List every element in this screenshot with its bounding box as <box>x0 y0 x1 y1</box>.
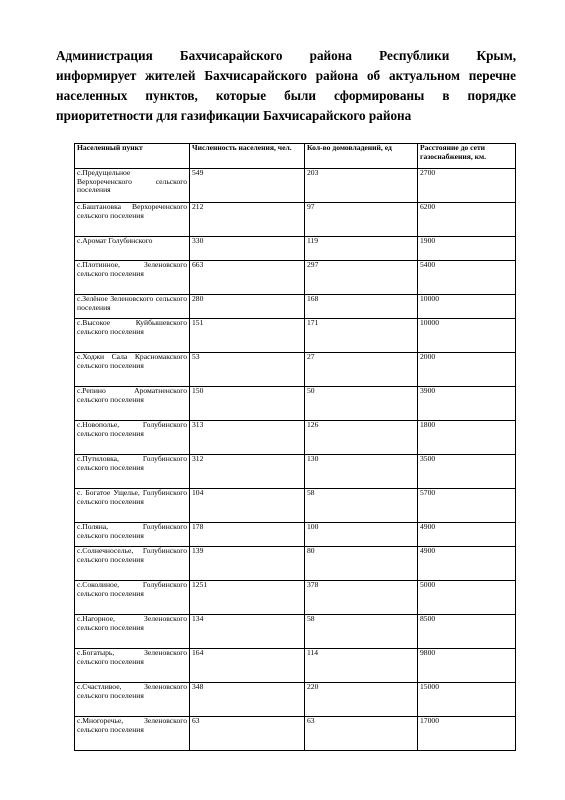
table-row <box>75 547 516 581</box>
cell-settlement: с.Многоречье, Зеленовского сельского поселения <box>75 717 190 751</box>
cell-settlement: с.Богатырь, Зеленовского сельского поселения <box>75 649 190 683</box>
table-row <box>75 615 516 649</box>
header-settlement: Населенный пункт <box>75 144 190 169</box>
cell-population: 1251 <box>190 581 305 615</box>
cell-settlement: с.Зелёное Зеленовского сельского поселения <box>75 295 190 319</box>
cell-population: 178 <box>190 523 305 547</box>
cell-population: 313 <box>190 421 305 455</box>
cell-households: 220 <box>305 683 418 717</box>
cell-population: 663 <box>190 261 305 295</box>
table-row <box>75 649 516 683</box>
cell-settlement: с.Счастливое, Зеленовского сельского поселения <box>75 683 190 717</box>
cell-distance: 8500 <box>418 615 516 649</box>
cell-distance: 6200 <box>418 203 516 237</box>
cell-distance: 1800 <box>418 421 516 455</box>
table-row <box>75 319 516 353</box>
cell-population: 104 <box>190 489 305 523</box>
cell-households: 27 <box>305 353 418 387</box>
cell-households: 114 <box>305 649 418 683</box>
table-row <box>75 421 516 455</box>
cell-population: 549 <box>190 169 305 203</box>
cell-settlement: с. Богатое Ущелье, Голубинского сельского поселения <box>75 489 190 523</box>
table-row <box>75 387 516 421</box>
cell-households: 168 <box>305 295 418 319</box>
cell-settlement: с.Путиловка, Голубинского сельского поселения <box>75 455 190 489</box>
cell-settlement: с.Плотинное, Зеленовского сельского поселения <box>75 261 190 295</box>
cell-population: 139 <box>190 547 305 581</box>
cell-population: 312 <box>190 455 305 489</box>
settlements-table <box>74 143 516 751</box>
cell-households: 126 <box>305 421 418 455</box>
table-row <box>75 353 516 387</box>
table-row <box>75 523 516 547</box>
cell-population: 151 <box>190 319 305 353</box>
table-row <box>75 581 516 615</box>
cell-households: 58 <box>305 615 418 649</box>
cell-population: 134 <box>190 615 305 649</box>
heading-line-1: Администрация Бахчисарайского района Республики Крым, <box>56 48 516 63</box>
cell-distance: 2700 <box>418 169 516 203</box>
cell-settlement: с.Новополье, Голубинского сельского поселения <box>75 421 190 455</box>
cell-settlement: с.Репино Ароматненского сельского поселения <box>75 387 190 421</box>
cell-households: 97 <box>305 203 418 237</box>
table-row <box>75 455 516 489</box>
cell-households: 297 <box>305 261 418 295</box>
cell-population: 212 <box>190 203 305 237</box>
cell-households: 130 <box>305 455 418 489</box>
cell-distance: 5700 <box>418 489 516 523</box>
cell-distance: 2000 <box>418 353 516 387</box>
cell-population: 150 <box>190 387 305 421</box>
header-households: Кол-во домовладений, ед <box>305 144 418 169</box>
cell-population: 330 <box>190 237 305 261</box>
cell-settlement: с.Аромат Голубинского <box>75 237 190 261</box>
table-row <box>75 169 516 203</box>
table-row <box>75 203 516 237</box>
cell-population: 280 <box>190 295 305 319</box>
cell-households: 119 <box>305 237 418 261</box>
cell-households: 63 <box>305 717 418 751</box>
cell-distance: 3900 <box>418 387 516 421</box>
cell-distance: 5000 <box>418 581 516 615</box>
header-distance: Расстояние до сети газоснабжения, км. <box>418 144 516 169</box>
cell-settlement: с.Соколиное, Голубинского сельского поселения <box>75 581 190 615</box>
cell-households: 378 <box>305 581 418 615</box>
cell-households: 171 <box>305 319 418 353</box>
document-heading <box>56 46 516 126</box>
cell-households: 58 <box>305 489 418 523</box>
heading-line-2: информирует жителей Бахчисарайского района об актуальном перечне <box>56 68 516 83</box>
cell-households: 80 <box>305 547 418 581</box>
cell-distance: 5400 <box>418 261 516 295</box>
cell-population: 63 <box>190 717 305 751</box>
cell-population: 164 <box>190 649 305 683</box>
table-row <box>75 717 516 751</box>
cell-distance: 3500 <box>418 455 516 489</box>
header-population: Численность населения, чел. <box>190 144 305 169</box>
cell-settlement: с.Высокое Куйбышевского сельского поселения <box>75 319 190 353</box>
heading-line-3: населенных пунктов, которые были сформированы в порядке <box>56 88 516 103</box>
cell-distance: 1900 <box>418 237 516 261</box>
cell-settlement: с.Ходжи Сала Красномакского сельского поселения <box>75 353 190 387</box>
cell-households: 100 <box>305 523 418 547</box>
table-header-row <box>75 144 516 169</box>
cell-distance: 9800 <box>418 649 516 683</box>
cell-distance: 10000 <box>418 319 516 353</box>
cell-households: 203 <box>305 169 418 203</box>
table-row <box>75 683 516 717</box>
cell-population: 53 <box>190 353 305 387</box>
table-row <box>75 295 516 319</box>
cell-settlement: с.Солнечноселье, Голубинского сельского поселения <box>75 547 190 581</box>
cell-distance: 4900 <box>418 523 516 547</box>
table-row <box>75 237 516 261</box>
cell-settlement: с.Нагорное, Зеленовского сельского поселения <box>75 615 190 649</box>
table-row <box>75 261 516 295</box>
cell-settlement: с.Баштановка Верхореченского сельского поселения <box>75 203 190 237</box>
table-row <box>75 489 516 523</box>
cell-distance: 4900 <box>418 547 516 581</box>
table-body <box>75 169 516 751</box>
cell-distance: 10000 <box>418 295 516 319</box>
cell-distance: 15000 <box>418 683 516 717</box>
cell-population: 348 <box>190 683 305 717</box>
cell-households: 50 <box>305 387 418 421</box>
cell-settlement: с.Предущельное Верхореченского сельского поселения <box>75 169 190 203</box>
cell-settlement: с.Поляна, Голубинского сельского поселения <box>75 523 190 547</box>
cell-distance: 17000 <box>418 717 516 751</box>
heading-line-4: приоритетности для газификации Бахчисарайского района <box>56 108 412 123</box>
